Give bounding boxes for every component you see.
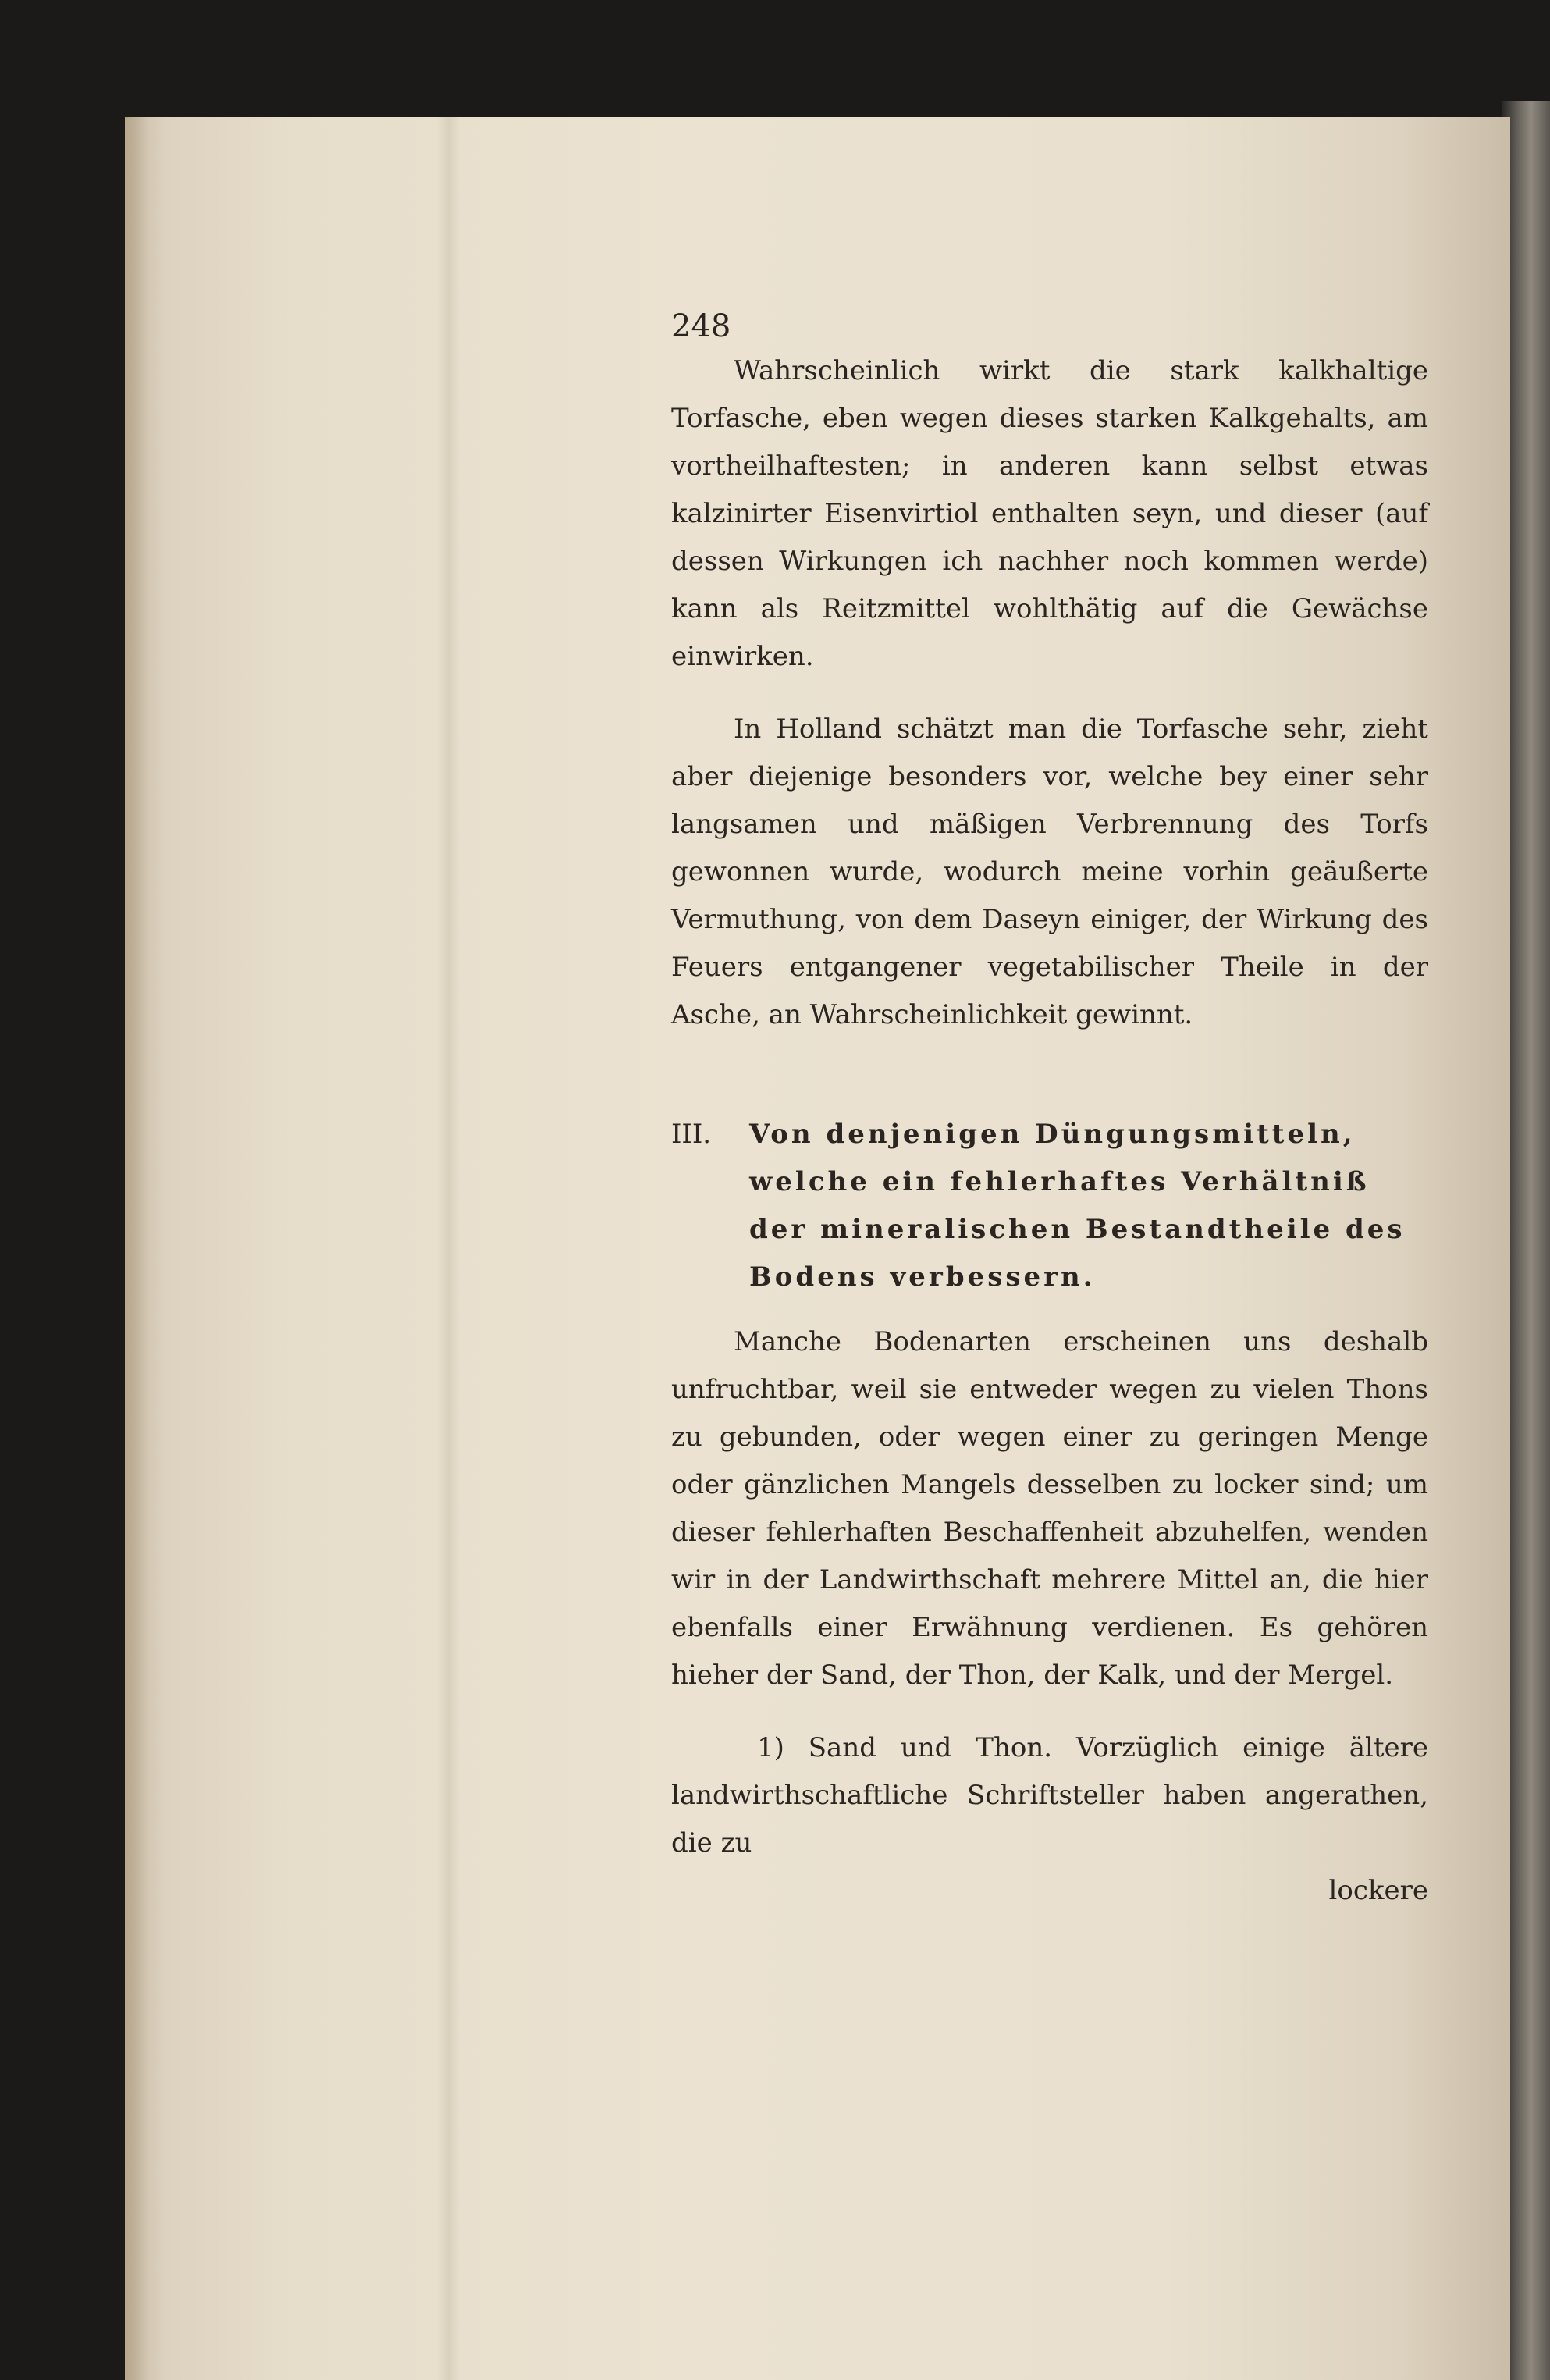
paragraph-bodenarten: Manche Bodenarten erscheinen uns deshalb unfruchtbar, weil sie entweder wegen zu vielen Thons zu gebunden, oder wegen einer zu geringen Menge oder gänzlichen Mangels desselben zu locker sind; um dieser fehlerhaften Beschaffenheit abzuhelfen, wenden wir in der Landwirthschaft mehrere Mittel an, die hier ebenfalls einer Erwähnung verdienen. Es gehören hieher der Sand, der Thon, der Kalk, und der Mergel.	[671, 1326, 1428, 1691]
paragraph-torfasche: Wahrscheinlich wirkt die stark kalkhaltige Torfasche, eben wegen dieses starken Kalkgehalts, am vortheilhaftesten; in anderen kann selbst etwas kalzinirter Eisenvirtiol enthalten seyn, und dieser (auf dessen Wirkungen ich nachher noch kommen werde) kann als Reitzmittel wohlthätig auf die Gewächse einwirken.	[671, 355, 1428, 672]
page-edge-shadow	[125, 117, 148, 2380]
page-fold	[437, 117, 460, 2380]
paragraph-sand-thon: 1) Sand und Thon. Vorzüglich einige ältere landwirthschaftliche Schriftsteller haben angerathen, die zu	[671, 1732, 1428, 1859]
catchword: lockere	[1328, 1875, 1428, 1906]
page-number: 248	[671, 308, 731, 344]
section-heading	[671, 1111, 1428, 1301]
section-number: III.	[671, 1119, 712, 1150]
section-title: Von denjenigen Düngungsmitteln, welche ein fehlerhaftes Verhältniß der mineralischen Bestandtheile des Bodens verbessern.	[749, 1119, 1406, 1293]
page-content	[671, 308, 1428, 1915]
paragraph-holland: In Holland schätzt man die Torfasche sehr, zieht aber diejenige besonders vor, welche bey einer sehr langsamen und mäßigen Verbrennung des Torfs gewonnen wurde, wodurch meine vorhin geäußerte Vermuthung, von dem Daseyn einiger, der Wirkung des Feuers entgangener vegetabilischer Theile in der Asche, an Wahrscheinlichkeit gewinnt.	[671, 713, 1428, 1030]
